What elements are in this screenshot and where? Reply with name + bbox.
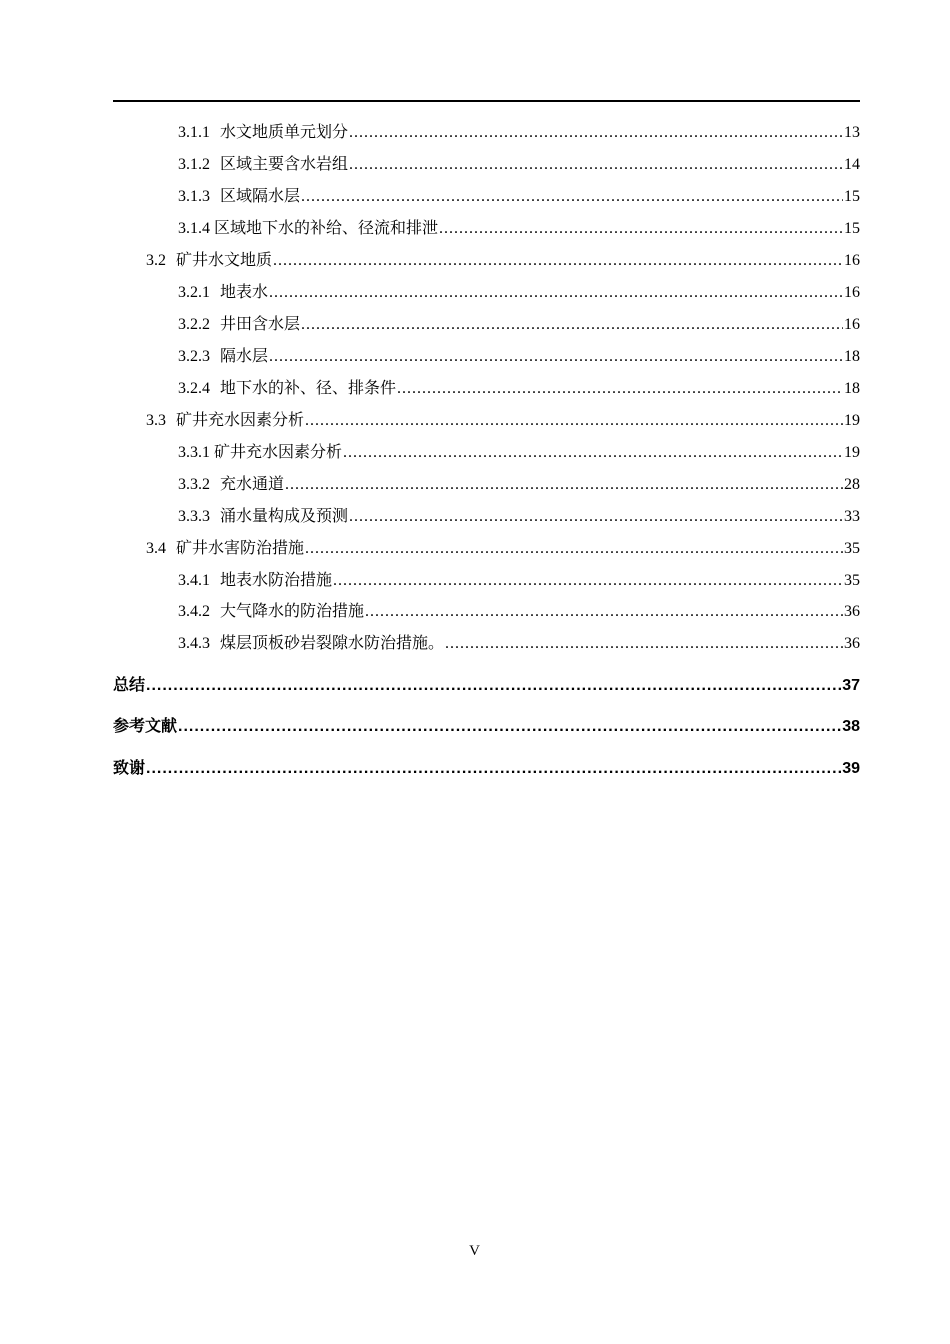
toc-chapter-references[interactable] bbox=[113, 714, 860, 738]
toc-entry-page: 35 bbox=[844, 572, 860, 589]
toc-leader-dots bbox=[349, 121, 843, 145]
toc-leader-dots bbox=[343, 441, 843, 465]
toc-entry[interactable] bbox=[178, 280, 860, 304]
toc-entry-page: 36 bbox=[844, 635, 860, 652]
toc-entry-number: 3.3.3 bbox=[178, 508, 210, 525]
toc-entry-number: 3.2.2 bbox=[178, 316, 210, 333]
toc-entry-title: 地下水的补、径、排条件 bbox=[220, 378, 397, 397]
toc-leader-dots bbox=[445, 632, 843, 656]
toc-entry[interactable] bbox=[178, 440, 860, 464]
toc-leader-dots bbox=[349, 153, 843, 177]
toc-entry-title: 矿井充水因素分析 bbox=[176, 410, 305, 429]
toc-entry[interactable] bbox=[178, 376, 860, 400]
toc-entry-title: 井田含水层 bbox=[220, 314, 301, 333]
toc-entry[interactable] bbox=[146, 536, 860, 560]
toc-leader-dots bbox=[178, 715, 841, 739]
toc-entry[interactable] bbox=[178, 568, 860, 592]
toc-leader-dots bbox=[365, 600, 843, 624]
toc-entry[interactable] bbox=[178, 312, 860, 336]
toc-entry-title: 涌水量构成及预测 bbox=[220, 506, 349, 525]
toc-leader-dots bbox=[301, 185, 843, 209]
toc-entry-number: 3.2.3 bbox=[178, 348, 210, 365]
toc-chapter-title: 致谢 bbox=[113, 758, 146, 777]
toc-entry-title: 大气降水的防治措施 bbox=[220, 601, 365, 620]
toc-entry-number: 3.1.2 bbox=[178, 156, 210, 173]
toc-entry[interactable] bbox=[178, 216, 860, 240]
toc-entry[interactable] bbox=[178, 184, 860, 208]
toc-entry-page: 16 bbox=[844, 316, 860, 333]
toc-entry-number: 3.2.1 bbox=[178, 284, 210, 301]
toc-entry-number: 3.4.3 bbox=[178, 635, 210, 652]
toc-leader-dots bbox=[285, 473, 843, 497]
toc-entry[interactable] bbox=[178, 631, 860, 655]
toc-leader-dots bbox=[146, 674, 841, 698]
toc-entry[interactable] bbox=[178, 504, 860, 528]
toc-entry-number: 3.2 bbox=[146, 252, 166, 269]
toc-entry-page: 19 bbox=[844, 444, 860, 461]
toc-entry-title: 矿井水文地质 bbox=[176, 250, 273, 269]
toc-chapter-acknowledgements[interactable] bbox=[113, 756, 860, 780]
toc-entry-title: 地表水防治措施 bbox=[220, 570, 333, 589]
toc-entry-title: 充水通道 bbox=[220, 474, 285, 493]
header-rule bbox=[113, 100, 860, 102]
toc-entry[interactable] bbox=[178, 344, 860, 368]
toc-chapter-page: 39 bbox=[842, 760, 860, 777]
toc-entry-page: 36 bbox=[844, 603, 860, 620]
toc-entry[interactable] bbox=[178, 120, 860, 144]
footer-page-number: V bbox=[469, 1243, 481, 1259]
toc-entry-title: 隔水层 bbox=[220, 346, 269, 365]
toc-entry[interactable] bbox=[178, 152, 860, 176]
toc-entry-page: 15 bbox=[844, 188, 860, 205]
toc-entry-page: 16 bbox=[844, 252, 860, 269]
toc-leader-dots bbox=[333, 569, 843, 593]
toc-entry-page: 35 bbox=[844, 540, 860, 557]
toc-entry-page: 14 bbox=[844, 156, 860, 173]
toc-entry-number: 3.3 bbox=[146, 412, 166, 429]
toc-leader-dots bbox=[305, 409, 843, 433]
toc-leader-dots bbox=[273, 249, 843, 273]
toc-entry-number: 3.4.1 bbox=[178, 572, 210, 589]
toc-entry-page: 15 bbox=[844, 220, 860, 237]
toc-leader-dots bbox=[301, 313, 843, 337]
toc-entry-title: 水文地质单元划分 bbox=[220, 122, 349, 141]
toc-entry-number: 3.4 bbox=[146, 540, 166, 557]
toc-chapter-page: 37 bbox=[842, 677, 860, 694]
toc-entry[interactable] bbox=[178, 472, 860, 496]
toc-chapter-title: 参考文献 bbox=[113, 716, 178, 735]
toc-entry-page: 18 bbox=[844, 380, 860, 397]
toc-entry-number: 3.3.2 bbox=[178, 476, 210, 493]
toc-entry-number: 3.1.1 bbox=[178, 124, 210, 141]
toc-entry-number: 3.1.3 bbox=[178, 188, 210, 205]
toc-entry[interactable] bbox=[178, 599, 860, 623]
toc-entry[interactable] bbox=[146, 408, 860, 432]
toc-chapter-page: 38 bbox=[842, 718, 860, 735]
toc-leader-dots bbox=[305, 537, 843, 561]
toc-entry-title: 区域地下水的补给、径流和排泄 bbox=[214, 218, 439, 237]
toc-entry-page: 16 bbox=[844, 284, 860, 301]
toc-entry-number: 3.4.2 bbox=[178, 603, 210, 620]
toc-leader-dots bbox=[439, 217, 843, 241]
toc-chapter-title: 总结 bbox=[113, 675, 146, 694]
toc-entry-page: 19 bbox=[844, 412, 860, 429]
toc-entry-title: 矿井充水因素分析 bbox=[214, 442, 343, 461]
toc-leader-dots bbox=[269, 281, 843, 305]
toc-entry-title: 地表水 bbox=[220, 282, 269, 301]
toc-entry-title: 矿井水害防治措施 bbox=[176, 538, 305, 557]
toc-entry-page: 18 bbox=[844, 348, 860, 365]
toc-entry-title: 区域主要含水岩组 bbox=[220, 154, 349, 173]
toc-leader-dots bbox=[349, 505, 843, 529]
toc-entry-page: 33 bbox=[844, 508, 860, 525]
toc-entry-number: 3.3.1 bbox=[178, 444, 210, 461]
toc-entry[interactable] bbox=[146, 248, 860, 272]
toc-chapter-summary[interactable] bbox=[113, 673, 860, 697]
toc-entry-page: 13 bbox=[844, 124, 860, 141]
toc-leader-dots bbox=[146, 757, 841, 781]
toc-entry-title: 煤层顶板砂岩裂隙水防治措施。 bbox=[220, 633, 445, 652]
toc-entry-number: 3.1.4 bbox=[178, 220, 210, 237]
toc-entry-number: 3.2.4 bbox=[178, 380, 210, 397]
toc-leader-dots bbox=[269, 345, 843, 369]
toc-entry-page: 28 bbox=[844, 476, 860, 493]
toc-leader-dots bbox=[397, 377, 843, 401]
toc-entry-title: 区域隔水层 bbox=[220, 186, 301, 205]
